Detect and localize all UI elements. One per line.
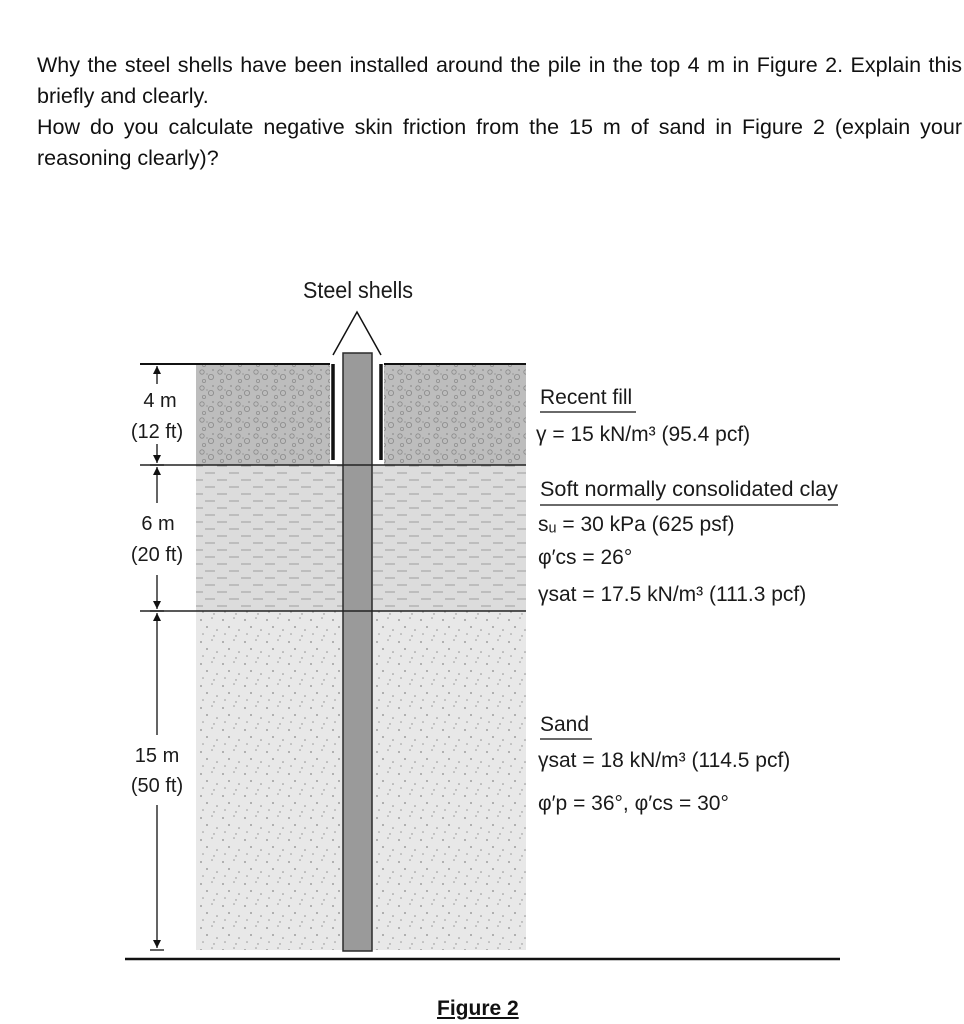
figure-caption: Figure 2 [437, 997, 519, 1020]
shell-pointer [333, 312, 381, 355]
depth-clay-m: 6 m [141, 513, 175, 535]
question-2: How do you calculate negative skin friction from the 15 m of sand in Figure 2 (explain your reasoning clearly)? [37, 115, 962, 170]
clay-friction-angle: φ′cs = 26° [538, 546, 633, 569]
depth-fill-m: 4 m [143, 390, 177, 412]
depth-sand-ft: (50 ft) [130, 775, 184, 797]
arrow-sand-bottom [153, 940, 161, 948]
depth-fill-ft: (12 ft) [130, 421, 184, 443]
arrow-fill-top [153, 366, 161, 374]
sand-sat-unit-weight: γsat = 18 kN/m³ (114.5 pcf) [538, 749, 791, 772]
question-1: Why the steel shells have been installed around the pile in the top 4 m in Figure 2. Explain this briefly and clearly. [37, 53, 962, 108]
fill-unit-weight: γ = 15 kN/m³ (95.4 pcf) [536, 423, 751, 446]
shell-label: Steel shells [303, 277, 413, 303]
fill-name: Recent fill [540, 386, 633, 409]
dimension-fill [150, 366, 164, 465]
arrow-clay-bottom [153, 601, 161, 609]
clay-name: Soft normally consolidated clay [540, 478, 839, 501]
clay-sat-unit-weight: γsat = 17.5 kN/m³ (111.3 pcf) [538, 583, 807, 606]
pile [343, 353, 372, 951]
arrow-fill-bottom [153, 455, 161, 463]
arrow-sand-top [153, 613, 161, 621]
sand-name: Sand [540, 713, 590, 736]
clay-undrained-strength: sᵤ = 30 kPa (625 psf) [538, 513, 735, 536]
depth-sand-m: 15 m [134, 745, 180, 767]
depth-clay-ft: (20 ft) [130, 544, 184, 566]
dimension-clay [150, 467, 164, 611]
arrow-clay-top [153, 467, 161, 475]
sand-friction-angles: φ′p = 36°, φ′cs = 30° [538, 792, 729, 815]
